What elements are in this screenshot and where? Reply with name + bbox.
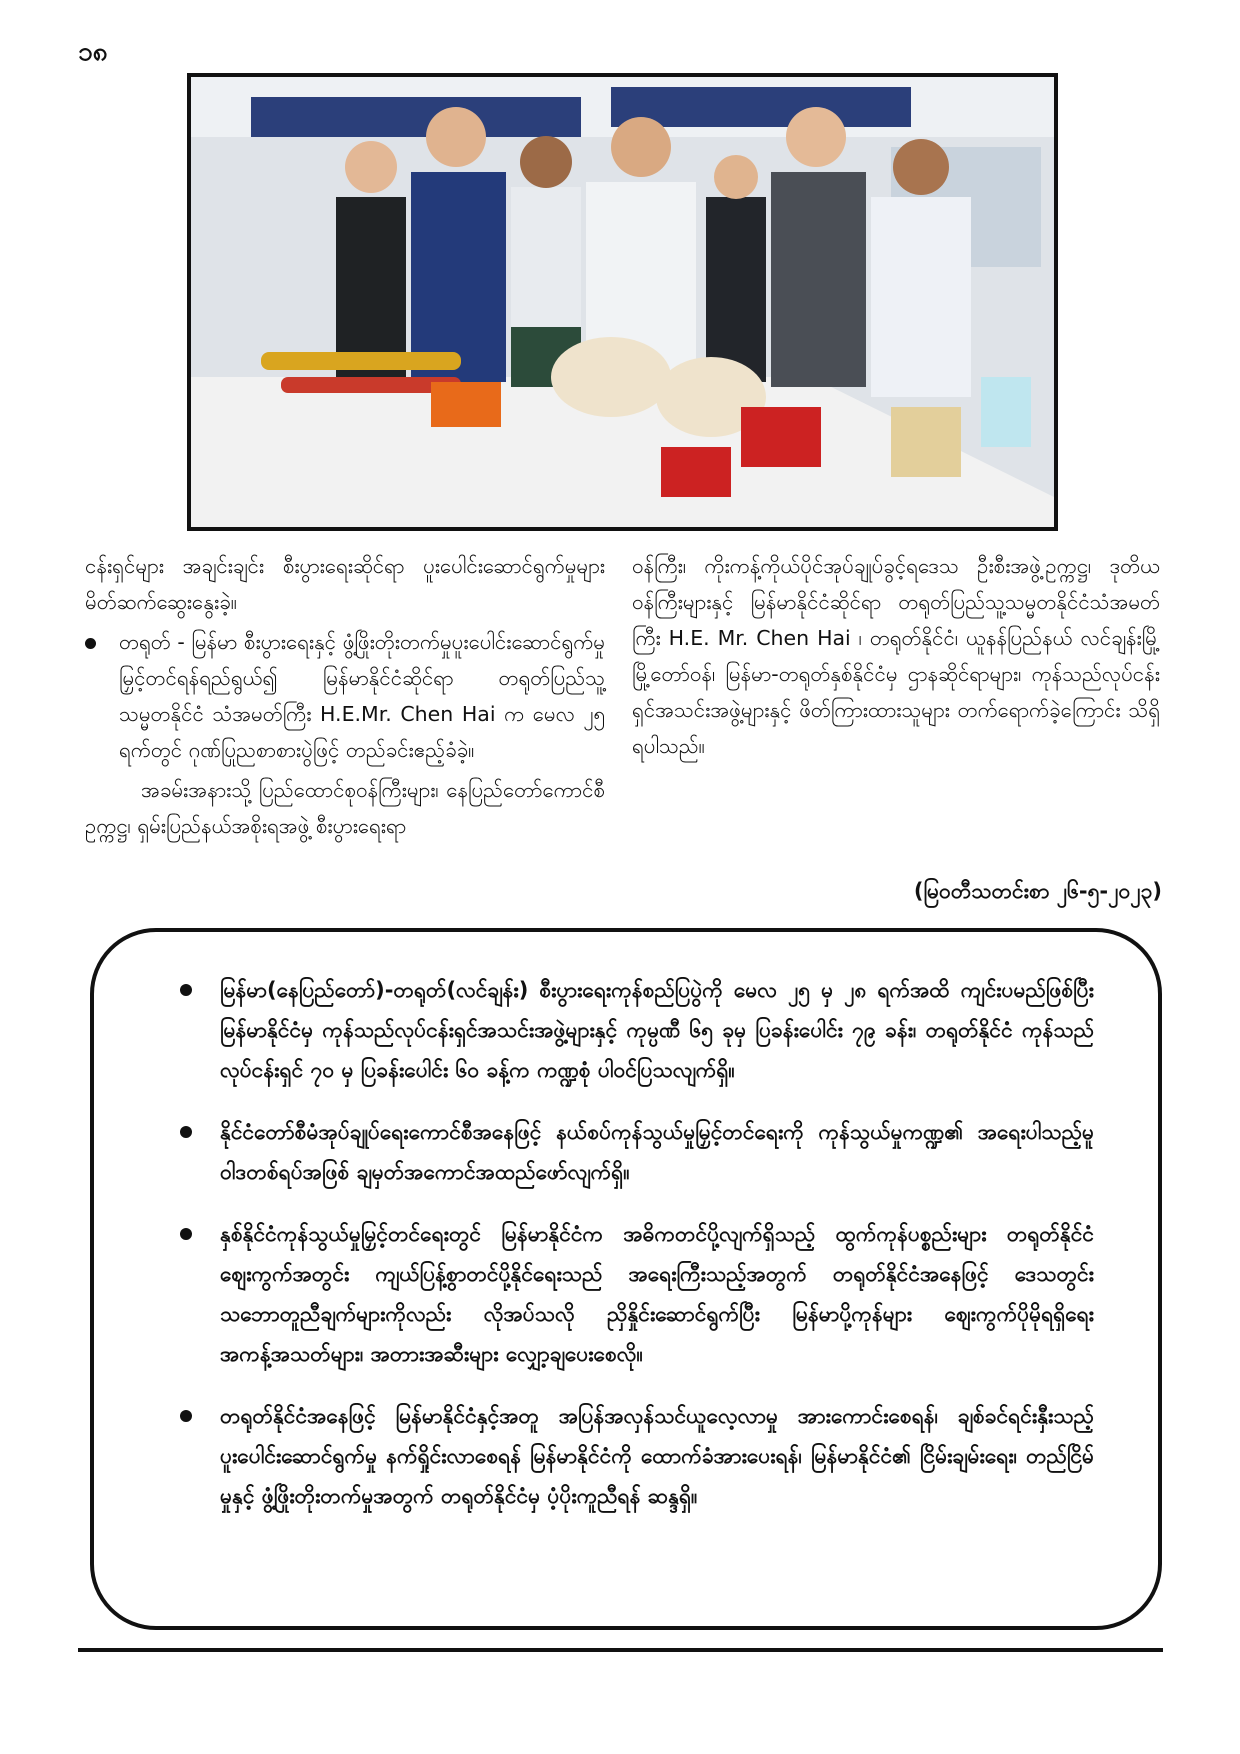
- summary-item-text: နိုင်ငံတော်စီမံအုပ်ချုပ်ရေးကောင်စီအနေဖြင့် နယ်စပ်ကုန်သွယ်မှုမြှင့်တင်ရေးကို ကုန်သွယ်မှုကဏ္ဍ၏ အရေးပါသည့်မူဝါဒတစ်ရပ်အဖြစ် ချမှတ်အကောင်အထည်ဖော်လျက်ရှိ။: [220, 1120, 1094, 1184]
- bullet-icon: [180, 1126, 192, 1138]
- exhibition-scene-image: [191, 77, 1054, 527]
- summary-item: [158, 1112, 1094, 1192]
- article-right-paragraph: ဝန်ကြီး၊ ကိုးကန့်ကိုယ်ပိုင်အုပ်ချုပ်ခွင့်ရဒေသ ဦးစီးအဖွဲ့ဥက္ကဋ္ဌ၊ ဒုတိယဝန်ကြီးများနှင့် မြန်မာနိုင်ငံဆိုင်ရာ တရုတ်ပြည်သူ့သမ္မတနိုင်ငံသံအမတ်ကြီး H.E. Mr. Chen Hai ၊ တရုတ်နိုင်ငံ၊ ယူနန်ပြည်နယ် လင်ချန်းမြို့မြို့တော်ဝန်၊ မြန်မာ-တရုတ်နှစ်နိုင်ငံမှ ဌာနဆိုင်ရာများ၊ ကုန်သည်လုပ်ငန်းရှင်အသင်းအဖွဲ့များနှင့် ဖိတ်ကြားထားသူများ တက်ရောက်ခဲ့ကြောင်း သိရှိရပါသည်။: [632, 554, 1160, 758]
- article-bullet-item: [85, 624, 605, 768]
- summary-item: [158, 1396, 1094, 1516]
- summary-item: [158, 1214, 1094, 1374]
- summary-item-text: တရုတ်နိုင်ငံအနေဖြင့် မြန်မာနိုင်ငံနှင့်အတူ အပြန်အလှန်သင်ယူလေ့လာမှု အားကောင်းစေရန်၊ ချစ်ခင်ရင်းနှီးသည့် ပူးပေါင်းဆောင်ရွက်မှု နက်ရှိုင်းလာစေရန် မြန်မာနိုင်ငံကို ထောက်ခံအားပေးရန်၊ မြန်မာနိုင်ငံ၏ ငြိမ်းချမ်းရေး၊ တည်ငြိမ်မှုနှင့် ဖွံ့ဖြိုးတိုးတက်မှုအတွက် တရုတ်နိုင်ငံမှ ပံ့ပိုးကူညီရန် ဆန္ဒရှိ။: [220, 1404, 1094, 1508]
- bullet-icon: [180, 1410, 192, 1422]
- article-source: (မြဝတီသတင်းစာ ၂၆-၅-၂၀၂၃): [913, 879, 1162, 903]
- page-number: ၁၈: [78, 37, 108, 67]
- bullet-icon: [180, 984, 192, 996]
- article-right-column: [632, 548, 1160, 764]
- summary-item-text: မြန်မာ(နေပြည်တော်)-တရုတ်(လင်ချန်း) စီးပွားရေးကုန်စည်ပြပွဲကို မေလ ၂၅ မှ ၂၈ ရက်အထိ ကျင်းပမည်ဖြစ်ပြီး မြန်မာနိုင်ငံမှ ကုန်သည်လုပ်ငန်းရှင်အသင်းအဖွဲ့များနှင့် ကုမ္ပဏီ ၆၅ ခုမှ ပြခန်းပေါင်း ၇၉ ခန်း၊ တရုတ်နိုင်ငံ ကုန်သည်လုပ်ငန်းရှင် ၇၀ မှ ပြခန်းပေါင်း ၆၀ ခန့်က ကဏ္ဍစုံ ပါဝင်ပြသလျက်ရှိ။: [220, 978, 1094, 1082]
- summary-box: [90, 928, 1162, 1630]
- article-closing-paragraph: အခမ်းအနားသို့ ပြည်ထောင်စုဝန်ကြီးများ၊ နေပြည်တော်ကောင်စီဥက္ကဋ္ဌ၊ ရှမ်းပြည်နယ်အစိုးရအဖွဲ့ စီးပွားရေးရာ: [85, 778, 605, 838]
- summary-item-text: နှစ်နိုင်ငံကုန်သွယ်မှုမြှင့်တင်ရေးတွင် မြန်မာနိုင်ငံက အဓိကတင်ပို့လျက်ရှိသည့် ထွက်ကုန်ပစ္စည်းများ တရုတ်နိုင်ငံဈေးကွက်အတွင်း ကျယ်ပြန့်စွာတင်ပို့နိုင်ရေးသည် အရေးကြီးသည့်အတွက် တရုတ်နိုင်ငံအနေဖြင့် ဒေသတွင်းသဘောတူညီချက်များကိုလည်း လိုအပ်သလို ညှိနှိုင်းဆောင်ရွက်ပြီး မြန်မာပို့ကုန်များ ဈေးကွက်ပိုမိုရရှိရေး အကန့်အသတ်များ၊ အတားအဆီးများ လျှော့ချပေးစေလို။: [220, 1222, 1094, 1366]
- bottom-divider: [78, 1648, 1163, 1652]
- bullet-icon: [180, 1228, 192, 1240]
- bullet-icon: [85, 638, 96, 649]
- article-bullet-text: တရုတ် - မြန်မာ စီးပွားရေးနှင့် ဖွံ့ဖြိုးတိုးတက်မှုပူးပေါင်းဆောင်ရွက်မှုမြှင့်တင်ရန်ရည်ရွယ်၍ မြန်မာနိုင်ငံဆိုင်ရာ တရုတ်ပြည်သူ့သမ္မတနိုင်ငံ သံအမတ်ကြီး H.E.Mr. Chen Hai က မေလ ၂၅ ရက်တွင် ဂုဏ်ပြုညစာစားပွဲဖြင့် တည်ခင်းဧည့်ခံခဲ့။: [119, 630, 605, 762]
- news-photo: [187, 73, 1058, 531]
- article-intro-paragraph: ငန်းရှင်များ အချင်းချင်း စီးပွားရေးဆိုင်ရာ ပူးပေါင်းဆောင်ရွက်မှုများ မိတ်ဆက်ဆွေးနွေးခဲ့။: [85, 554, 605, 614]
- summary-item: [158, 970, 1094, 1090]
- article-left-column: [85, 548, 605, 844]
